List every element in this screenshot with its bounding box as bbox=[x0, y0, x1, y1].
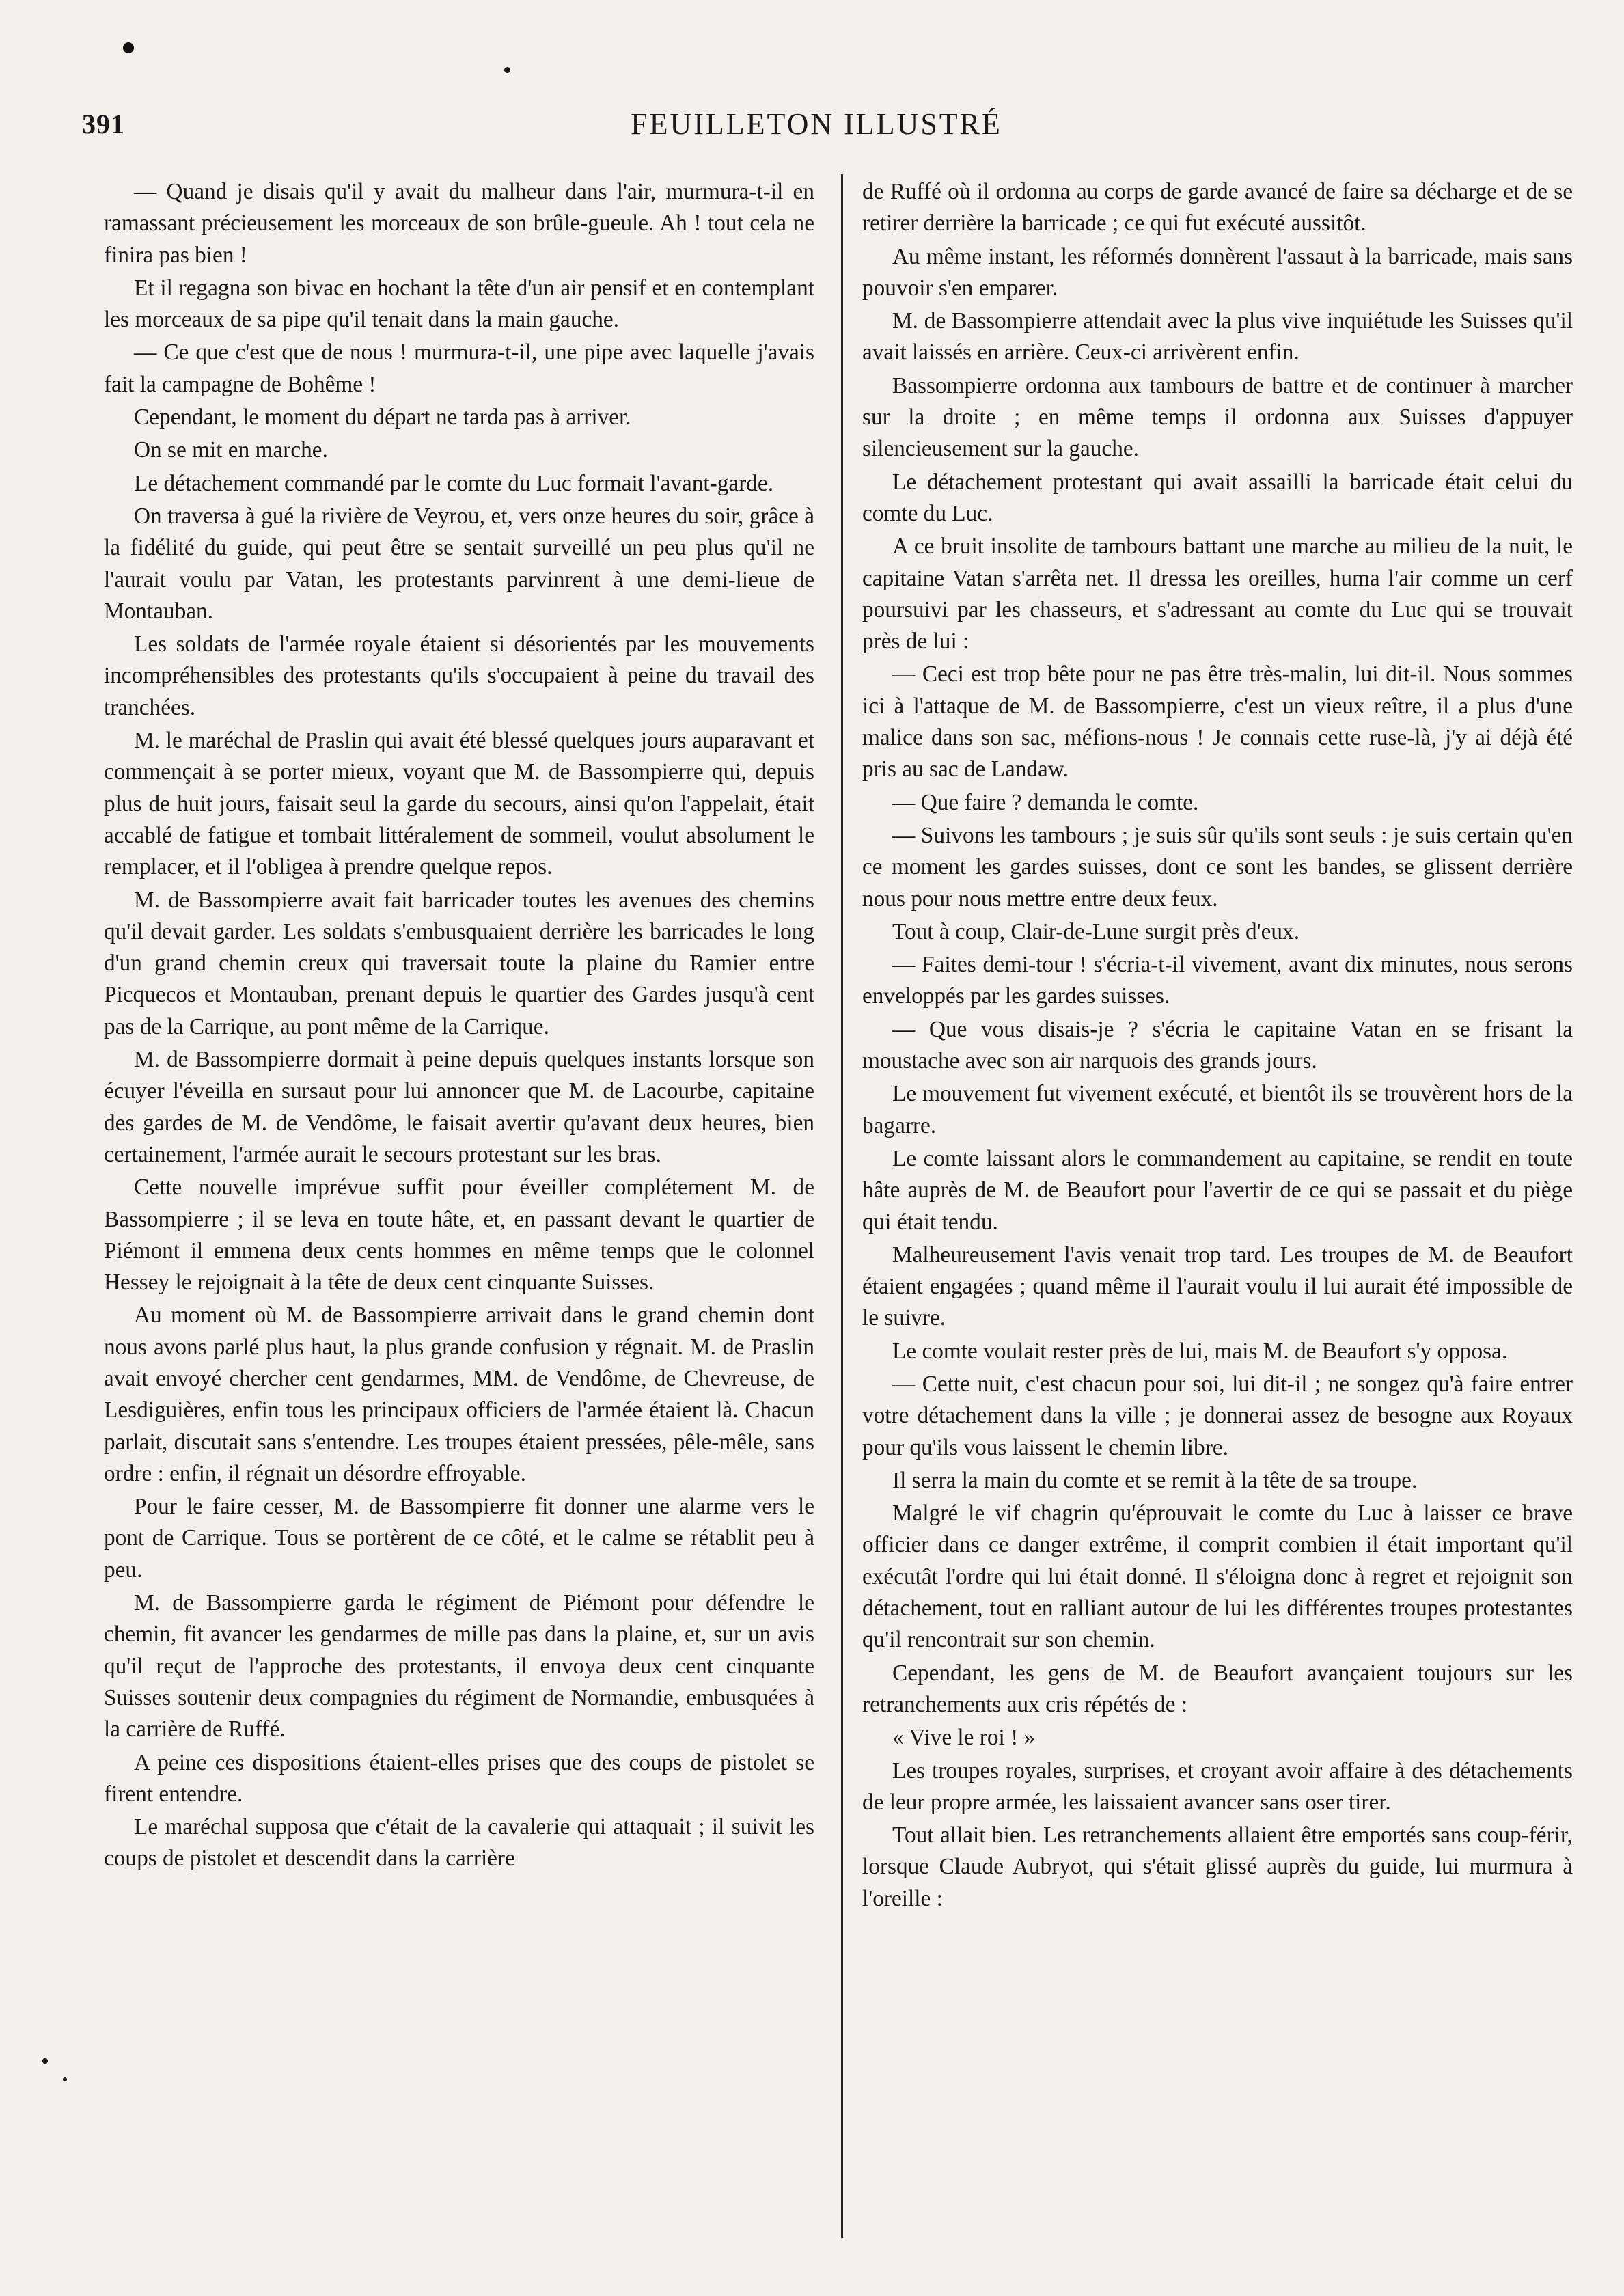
paragraph: Tout à coup, Clair-de-Lune surgit près d'eux. bbox=[892, 918, 1300, 944]
paragraph: A ce bruit insolite de tambours battant une marche au milieu de la nuit, le capitaine Vatan s'arrêta net. Il dressa les oreilles, huma l'air comme un cerf poursuivi par les chasseurs, et s'adressant au comte du Luc qui se trouvait près de lui : bbox=[862, 534, 1573, 655]
page-number: 391 bbox=[82, 109, 125, 139]
paragraph: Et il regagna son bivac en hochant la tête d'un air pensif et en contemplant les morceaux de sa pipe qu'il tenait dans la main gauche. bbox=[104, 275, 814, 333]
paragraph: Le comte laissant alors le commandement au capitaine, se rendit en toute hâte auprès de M. de Beaufort pour l'avertir de ce qui se passait et du piège qui était tendu. bbox=[862, 1145, 1573, 1235]
paragraph: Malheureusement l'avis venait trop tard. Les troupes de M. de Beaufort étaient engagées ; quand même il l'aurait voulu il lui aurait été impossible de le suivre. bbox=[862, 1242, 1573, 1331]
paragraph: M. le maréchal de Praslin qui avait été blessé quelques jours auparavant et commençait à se porter mieux, voyant que M. de Bassompierre qui, depuis plus de huit jours, faisait seul la garde du secours, ainsi qu'on l'appelait, était accablé de fatigue et tombait littéralement de sommeil, voulut absolument le remplacer, et il l'obligea à prendre quelque repos. bbox=[104, 728, 814, 880]
paragraph: — Ceci est trop bête pour ne pas être très-malin, lui dit-il. Nous sommes ici à l'attaque de M. de Bassompierre, c'est un vieux reître, il a plus d'une malice dans son sac, méfions-nous ! Je connais cette ruse-là, j'y ai déjà été pris au sac de Landaw. bbox=[862, 661, 1573, 782]
paragraph: Pour le faire cesser, M. de Bassompierre fit donner une alarme vers le pont de Carrique. Tous se portèrent de ce côté, et le calme se rétablit peu à peu. bbox=[104, 1494, 814, 1583]
right-column bbox=[862, 176, 1573, 1916]
ink-speck bbox=[504, 67, 510, 73]
paragraph: Tout allait bien. Les retranchements allaient être emportés sans coup-férir, lorsque Claude Aubryot, qui s'était glissé auprès du guide, lui murmura à l'oreille : bbox=[862, 1822, 1573, 1911]
paragraph: A peine ces dispositions étaient-elles prises que des coups de pistolet se firent entendre. bbox=[104, 1749, 814, 1807]
paragraph: Cependant, le moment du départ ne tarda pas à arriver. bbox=[134, 405, 631, 430]
paragraph: M. de Bassompierre avait fait barricader toutes les avenues des chemins qu'il devait garder. Les soldats s'embusquaient derrière les barricades le long d'un grand chemin creux qui traversait toute la plaine du Ramier entre Picquecos et Montauban, prenant depuis le quartier des Gardes jusqu'à cent pas de la Carrique, au pont même de la Carrique. bbox=[104, 887, 814, 1039]
paragraph: M. de Bassompierre garda le régiment de Piémont pour défendre le chemin, fit avancer les gendarmes de mille pas dans la plaine, et, sur un avis qu'il reçut de l'approche des protestants, il envoya deux cent cinquante Suisses soutenir deux compagnies du régiment de Normandie, embusquées à la carrière de Ruffé. bbox=[104, 1590, 814, 1742]
paragraph: — Que faire ? demanda le comte. bbox=[892, 789, 1199, 815]
running-title: FEUILLETON ILLUSTRÉ bbox=[631, 107, 1002, 141]
paragraph: Le maréchal supposa que c'était de la cavalerie qui attaquait ; il suivit les coups de pistolet et descendit dans la carrière bbox=[104, 1814, 814, 1872]
paragraph: — Faites demi-tour ! s'écria-t-il vivement, avant dix minutes, nous serons enveloppés par les gardes suisses. bbox=[862, 952, 1573, 1009]
paragraph: « Vive le roi ! » bbox=[892, 1725, 1036, 1751]
paragraph: M. de Bassompierre dormait à peine depuis quelques instants lorsque son écuyer l'éveilla en sursaut pour lui annoncer que M. de Lacourbe, capitaine des gardes de M. de Vendôme, le faisait avertir qu'avant deux heures, bien certainement, l'armée aurait le secours protestant sur les bras. bbox=[104, 1047, 814, 1167]
ink-speck bbox=[42, 2058, 48, 2064]
paragraph: Malgré le vif chagrin qu'éprouvait le comte du Luc à laisser ce brave officier dans ce danger extrême, il comprit combien il était important qu'il exécutât l'ordre qui lui était donné. Il s'éloigna donc à regret et rejoignit son détachement, tout en ralliant autour de lui les différentes troupes protestantes qu'il rencontrait sur son chemin. bbox=[862, 1501, 1573, 1653]
column-divider bbox=[841, 174, 843, 2238]
paragraph: On traversa à gué la rivière de Veyrou, et, vers onze heures du soir, grâce à la fidélité du guide, qui peut être se sentait surveillé un peu plus qu'il ne l'aurait voulu par Vatan, les protestants parvinrent à une demi-lieue de Montauban. bbox=[104, 503, 814, 624]
paragraph: Bassompierre ordonna aux tambours de battre et de continuer à marcher sur la droite ; en même temps il ordonna aux Suisses d'appuyer silencieusement sur la gauche. bbox=[862, 372, 1573, 462]
ink-speck bbox=[123, 42, 134, 53]
paragraph: Cependant, les gens de M. de Beaufort avançaient toujours sur les retranchements aux cris répétés de : bbox=[862, 1660, 1573, 1717]
paragraph: Il serra la main du comte et se remit à la tête de sa troupe. bbox=[892, 1467, 1418, 1493]
paragraph: — Que vous disais-je ? s'écria le capitaine Vatan en se frisant la moustache avec son air narquois des grands jours. bbox=[862, 1016, 1573, 1074]
paragraph: Le détachement protestant qui avait assailli la barricade était celui du comte du Luc. bbox=[862, 469, 1573, 526]
paragraph: — Suivons les tambours ; je suis sûr qu'ils sont seuls : je suis certain qu'en ce moment les gardes suisses, dont ce sont les bandes, se glissent derrière nous pour nous mettre entre deux feux. bbox=[862, 822, 1573, 912]
paragraph: Cette nouvelle imprévue suffit pour éveiller complétement M. de Bassompierre ; il se leva en toute hâte, et, en passant devant le quartier de Piémont il emmena deux cents hommes en même temps que le colonnel Hessey le rejoignait à la tête de deux cent cinquante Suisses. bbox=[104, 1175, 814, 1296]
paragraph: On se mit en marche. bbox=[134, 437, 328, 463]
page-header bbox=[82, 102, 1551, 150]
left-column bbox=[104, 176, 814, 1876]
paragraph: — Quand je disais qu'il y avait du malheur dans l'air, murmura-t-il en ramassant précieusement les morceaux de son brûle-gueule. Ah ! tout cela ne finira pas bien ! bbox=[104, 179, 814, 268]
paragraph: Les troupes royales, surprises, et croyant avoir affaire à des détachements de leur propre armée, les laissaient avancer sans oser tirer. bbox=[862, 1758, 1573, 1815]
paragraph: Le comte voulait rester près de lui, mais M. de Beaufort s'y opposa. bbox=[892, 1338, 1508, 1364]
paragraph: M. de Bassompierre attendait avec la plus vive inquiétude les Suisses qu'il avait laissés en arrière. Ceux-ci arrivèrent enfin. bbox=[862, 308, 1573, 366]
paragraph: Les soldats de l'armée royale étaient si désorientés par les mouvements incompréhensibles des protestants qu'ils s'occupaient à peine du travail des tranchées. bbox=[104, 631, 814, 720]
paragraph: — Cette nuit, c'est chacun pour soi, lui dit-il ; ne songez qu'à faire entrer votre détachement dans la ville ; je donnerai assez de besogne aux Royaux pour qu'ils vous laissent le chemin libre. bbox=[862, 1371, 1573, 1460]
paragraph: Au moment où M. de Bassompierre arrivait dans le grand chemin dont nous avons parlé plus haut, la plus grande confusion y régnait. M. de Praslin avait envoyé chercher cent gendarmes, MM. de Vendôme, de Chevreuse, de Lesdiguières, enfin tous les principaux officiers de l'armée étaient là. Chacun parlait, discutait sans s'entendre. Les troupes étaient pressées, pêle-mêle, sans ordre : enfin, il régnait un désordre effroyable. bbox=[104, 1302, 814, 1486]
paragraph: Le détachement commandé par le comte du Luc formait l'avant-garde. bbox=[134, 470, 774, 496]
paragraph: — Ce que c'est que de nous ! murmura-t-il, une pipe avec laquelle j'avais fait la campagne de Bohême ! bbox=[104, 340, 814, 397]
paragraph: Au même instant, les réformés donnèrent l'assaut à la barricade, mais sans pouvoir s'en emparer. bbox=[862, 243, 1573, 301]
ink-speck bbox=[63, 2077, 67, 2081]
paragraph: Le mouvement fut vivement exécuté, et bientôt ils se trouvèrent hors de la bagarre. bbox=[862, 1081, 1573, 1138]
paragraph: de Ruffé où il ordonna au corps de garde avancé de faire sa décharge et de se retirer derrière la barricade ; ce qui fut exécuté aussitôt. bbox=[862, 179, 1573, 236]
